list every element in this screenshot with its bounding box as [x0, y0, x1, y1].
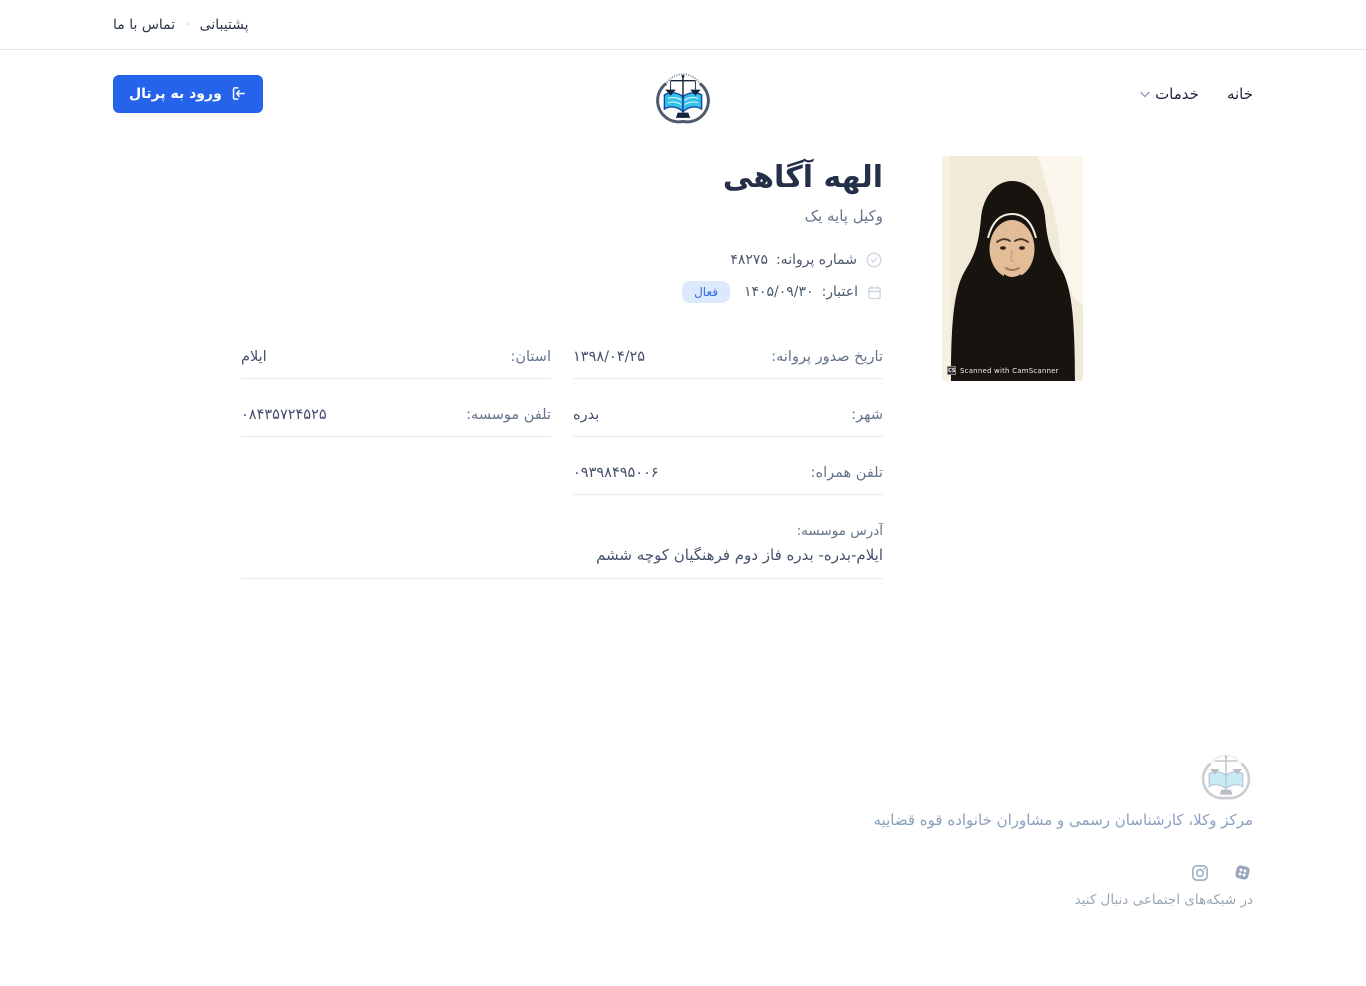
main-nav	[1140, 85, 1253, 103]
profile-name: الهه آگاهی	[722, 160, 883, 195]
org-logo-icon	[656, 63, 710, 125]
messenger-social-icon[interactable]	[1232, 862, 1253, 883]
field-value: ۰۸۴۳۵۷۲۴۵۲۵	[241, 407, 327, 423]
contact-us-link[interactable]: تماس با ما	[113, 16, 176, 33]
profile-photo	[942, 156, 1083, 381]
instagram-icon[interactable]	[1190, 863, 1210, 883]
social-links	[1190, 862, 1253, 883]
field-value: ایلام-بدره- بدره فاز دوم فرهنگیان کوچه ششم	[596, 546, 883, 564]
nav-services[interactable]	[1140, 85, 1199, 103]
footer-org-logo-icon	[1199, 745, 1253, 801]
field-value: بدره	[573, 407, 600, 423]
header	[0, 50, 1366, 137]
field-value: ۰۹۳۹۸۴۹۵۰۰۶	[573, 465, 659, 481]
field-issue-date	[573, 349, 883, 379]
field-label: شهر:	[851, 407, 883, 423]
separator-dot: ·	[185, 16, 190, 33]
login-portal-button[interactable]	[113, 75, 263, 113]
footer-follow-text: در شبکه‌های اجتماعی دنبال کنید	[1074, 892, 1253, 908]
support-link[interactable]: پشتیبانی	[199, 16, 249, 33]
login-button-label: ورود به پرتال	[129, 85, 222, 102]
field-city	[573, 407, 883, 437]
lawyer-profile-card	[241, 156, 1083, 579]
field-label: استان:	[510, 349, 551, 365]
validity-label: اعتبار:	[821, 284, 858, 300]
license-number-row	[241, 251, 883, 269]
main-content	[0, 156, 1366, 579]
details-section	[241, 349, 883, 579]
field-address	[241, 523, 883, 579]
field-value: ایلام	[241, 349, 267, 365]
chevron-down-icon	[1140, 91, 1150, 98]
footer-org-name: مرکز وکلا، کارشناسان رسمی و مشاوران خانواده قوه قضاییه	[873, 811, 1253, 829]
nav-home[interactable]: خانه	[1226, 84, 1253, 103]
validity-date: ۱۴۰۵/۰۹/۳۰	[743, 284, 814, 300]
field-label: تلفن موسسه:	[466, 407, 551, 423]
photo-watermark: CS Scanned with CamScanner	[948, 366, 1059, 375]
check-circle-icon	[865, 251, 883, 269]
calendar-icon	[866, 284, 883, 301]
camscanner-icon: CS	[948, 368, 956, 374]
license-number-value: ۴۸۲۷۵	[730, 252, 768, 268]
field-label: تاریخ صدور پروانه:	[771, 349, 883, 365]
profile-title: وکیل پایه یک	[804, 207, 883, 225]
nav-services-label: خدمات	[1155, 84, 1199, 103]
field-label: آدرس موسسه:	[796, 523, 883, 539]
topbar	[0, 0, 1366, 50]
license-number-label: شماره پروانه:	[775, 252, 857, 268]
field-value: ۱۳۹۸/۰۴/۲۵	[573, 349, 646, 365]
footer	[0, 745, 1366, 908]
field-mobile-phone	[573, 465, 883, 495]
status-badge: فعال	[682, 281, 730, 303]
field-empty	[241, 465, 551, 495]
field-office-phone	[241, 407, 551, 437]
field-province	[241, 349, 551, 379]
login-icon	[230, 85, 247, 102]
field-label: تلفن همراه:	[810, 465, 883, 481]
validity-row	[241, 281, 883, 303]
